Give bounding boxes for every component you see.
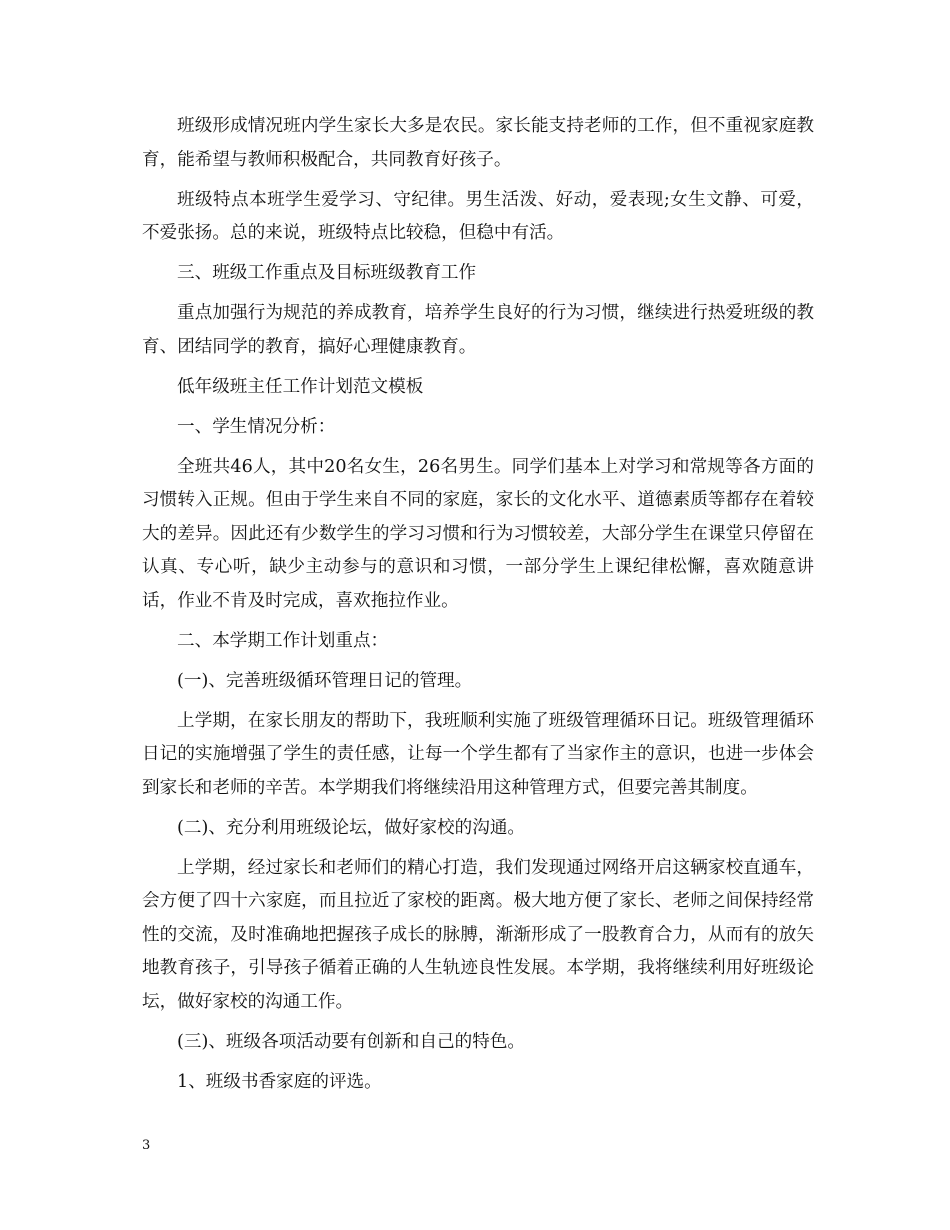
section-title-template: 低年级班主任工作计划范文模板 (177, 376, 424, 397)
paragraph-class-features: 班级特点本班学生爱学习、守纪律。男生活泼、好动，爱表现;女生文静、可爱，不爱张扬。总的来说，班级特点比较稳，但稳中有活。 (142, 189, 814, 243)
list-item-book-family: 1、班级书香家庭的评选。 (177, 1071, 382, 1092)
subheading-diary-management: (一)、完善班级循环管理日记的管理。 (177, 670, 473, 691)
heading-work-focus: 三、班级工作重点及目标班级教育工作 (177, 263, 477, 283)
subheading-class-activities: (三)、班级各项活动要有创新和自己的特色。 (177, 1031, 526, 1052)
paragraph-focus-education: 重点加强行为规范的养成教育，培养学生良好的行为习惯，继续进行热爱班级的教育、团结同学的教育，搞好心理健康教育。 (142, 303, 814, 357)
paragraph-class-formation: 班级形成情况班内学生家长大多是农民。家长能支持老师的工作，但不重视家庭教育，能希望与教师积极配合，共同教育好孩子。 (142, 116, 814, 170)
paragraph-student-analysis: 全班共46人，其中20名女生，26名男生。同学们基本上对学习和常规等各方面的习惯转入正规。但由于学生来自不同的家庭，家长的文化水平、道德素质等都存在着较大的差异。因此还有少数学生的学习习惯和行为习惯较差，大部分学生在课堂只停留在认真、专心听，缺少主动参与的意识和习惯，一部分学生上课纪律松懈，喜欢随意讲话，作业不肯及时完成，喜欢拖拉作业。 (142, 456, 814, 611)
page-number: 3 (142, 1138, 151, 1153)
heading-semester-plan: 二、本学期工作计划重点： (177, 630, 389, 651)
paragraph-class-forum: 上学期，经过家长和老师们的精心打造，我们发现通过网络开启这辆家校直通车，会方便了四十六家庭，而且拉近了家校的距离。极大地方便了家长、老师之间保持经常性的交流，及时准确地把握孩子成长的脉膊，渐渐形成了一股教育合力，从而有的放矢地教育孩子，引导孩子循着正确的人生轨迹良性发展。本学期，我将继续利用好班级论坛，做好家校的沟通工作。 (142, 857, 814, 1012)
subheading-class-forum: (二)、充分利用班级论坛，做好家校的沟通。 (177, 817, 526, 838)
document-body (142, 110, 814, 1106)
paragraph-diary-management: 上学期，在家长朋友的帮助下，我班顺利实施了班级管理循环日记。班级管理循环日记的实施增强了学生的责任感，让每一个学生都有了当家作主的意识，也进一步体会到家长和老师的辛苦。本学期我们将继续沿用这种管理方式，但要完善其制度。 (142, 710, 814, 798)
heading-student-analysis: 一、学生情况分析： (177, 416, 336, 437)
